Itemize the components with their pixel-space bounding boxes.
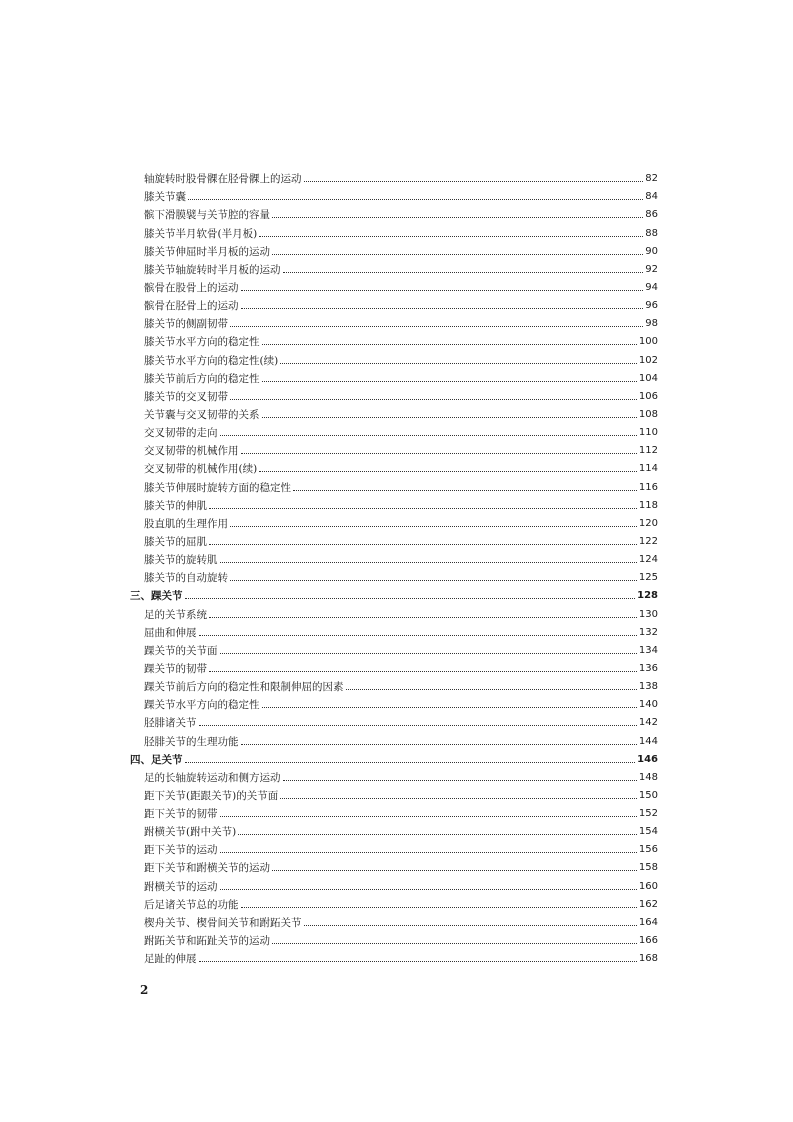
toc-entry (130, 675, 658, 693)
toc-entry-page: 98 (645, 318, 658, 330)
toc-section-heading (130, 748, 658, 766)
dot-leader (241, 744, 637, 745)
dot-leader (280, 363, 637, 364)
dot-leader (272, 254, 643, 255)
toc-entry-page: 120 (638, 517, 658, 529)
toc-entry (130, 294, 658, 312)
toc-entry (130, 766, 658, 784)
dot-leader (199, 725, 637, 726)
toc-entry (130, 439, 658, 457)
toc-entry (130, 566, 658, 584)
toc-entry (130, 838, 658, 856)
toc-entry (130, 693, 658, 711)
dot-leader (304, 181, 644, 182)
toc-entry-title: 足的关节系统 (144, 608, 207, 621)
toc-entry-page: 86 (645, 209, 658, 221)
toc-entry-page: 144 (638, 735, 658, 747)
toc-entry-page: 166 (638, 935, 658, 947)
toc-entry-page: 160 (638, 880, 658, 892)
toc-entry (130, 203, 658, 221)
dot-leader (262, 381, 637, 382)
toc-entry (130, 240, 658, 258)
toc-entry-page: 138 (638, 681, 658, 693)
dot-leader (346, 689, 637, 690)
toc-entry (130, 494, 658, 512)
toc-entry-page: 130 (638, 608, 658, 620)
toc-entry-page: 88 (645, 227, 658, 239)
dot-leader (220, 562, 637, 563)
toc-entry-title: 交叉韧带的机械作用 (144, 445, 239, 458)
toc-entry-page: 118 (638, 499, 658, 511)
dot-leader (185, 762, 636, 763)
toc-entry-title: 踝关节水平方向的稳定性 (144, 699, 260, 712)
toc-entry (130, 947, 658, 965)
table-of-contents (130, 167, 658, 965)
toc-entry-page: 168 (638, 953, 658, 965)
toc-entry-title: 膝关节轴旋转时半月板的运动 (144, 263, 281, 276)
toc-entry (130, 312, 658, 330)
toc-entry (130, 621, 658, 639)
toc-entry (130, 258, 658, 276)
toc-entry-title: 交叉韧带的走向 (144, 427, 218, 440)
dot-leader (199, 635, 637, 636)
toc-entry-title: 胫腓诸关节 (144, 717, 197, 730)
toc-entry-title: 楔舟关节、楔骨间关节和跗跖关节 (144, 916, 302, 929)
page-number: 2 (140, 983, 149, 997)
toc-entry (130, 403, 658, 421)
dot-leader (262, 417, 637, 418)
dot-leader (230, 326, 643, 327)
toc-entry-title: 膝关节囊 (144, 191, 186, 204)
toc-entry-title: 足趾的伸展 (144, 953, 197, 966)
dot-leader (241, 308, 644, 309)
toc-entry-page: 134 (638, 644, 658, 656)
toc-entry (130, 893, 658, 911)
dot-leader (280, 798, 637, 799)
dot-leader (241, 290, 644, 291)
toc-entry-page: 104 (638, 372, 658, 384)
toc-entry-title: 轴旋转时股骨髁在胫骨髁上的运动 (144, 173, 302, 186)
toc-entry (130, 548, 658, 566)
dot-leader (209, 508, 637, 509)
toc-entry-title: 跗跖关节和跖趾关节的运动 (144, 935, 270, 948)
dot-leader (259, 471, 637, 472)
dot-leader (220, 435, 637, 436)
toc-entry-page: 122 (638, 535, 658, 547)
toc-entry (130, 657, 658, 675)
toc-entry (130, 784, 658, 802)
toc-entry-page: 114 (638, 463, 658, 475)
toc-entry (130, 856, 658, 874)
toc-entry-title: 跗横关节(跗中关节) (144, 826, 237, 839)
toc-entry-page: 148 (638, 771, 658, 783)
toc-entry-title: 胫腓关节的生理功能 (144, 735, 239, 748)
toc-entry-page: 112 (638, 445, 658, 457)
dot-leader (272, 870, 637, 871)
toc-entry (130, 385, 658, 403)
toc-entry (130, 639, 658, 657)
toc-entry-title: 踝关节的韧带 (144, 662, 207, 675)
toc-section-heading (130, 584, 658, 602)
toc-entry-title: 髌骨在股骨上的运动 (144, 281, 239, 294)
toc-entry (130, 802, 658, 820)
dot-leader (230, 526, 637, 527)
toc-entry (130, 602, 658, 620)
toc-entry (130, 167, 658, 185)
toc-entry-title: 距下关节的韧带 (144, 808, 218, 821)
dot-leader (230, 580, 637, 581)
toc-entry (130, 221, 658, 239)
dot-leader (283, 272, 644, 273)
toc-entry-page: 158 (638, 862, 658, 874)
dot-leader (188, 199, 643, 200)
toc-entry-page: 150 (638, 789, 658, 801)
dot-leader (283, 780, 637, 781)
dot-leader (262, 707, 637, 708)
toc-entry-page: 164 (638, 916, 658, 928)
toc-entry-title: 踝关节的关节面 (144, 644, 218, 657)
toc-entry-page: 128 (637, 590, 658, 602)
toc-entry-title: 髌骨在胫骨上的运动 (144, 300, 239, 313)
toc-entry-page: 124 (638, 554, 658, 566)
dot-leader (220, 889, 637, 890)
toc-entry-title: 四、足关节 (130, 753, 183, 766)
toc-entry-title: 膝关节水平方向的稳定性 (144, 336, 260, 349)
toc-entry-title: 关节囊与交叉韧带的关系 (144, 408, 260, 421)
toc-entry-page: 90 (645, 245, 658, 257)
dot-leader (304, 925, 637, 926)
dot-leader (293, 490, 637, 491)
toc-entry-page: 154 (638, 826, 658, 838)
toc-entry-title: 距下关节和跗横关节的运动 (144, 862, 270, 875)
toc-entry (130, 512, 658, 530)
dot-leader (272, 217, 643, 218)
toc-entry (130, 711, 658, 729)
toc-entry-title: 膝关节的侧副韧带 (144, 318, 228, 331)
toc-entry-title: 膝关节的伸肌 (144, 499, 207, 512)
toc-entry-page: 106 (638, 390, 658, 402)
toc-entry (130, 475, 658, 493)
toc-entry-title: 三、踝关节 (130, 590, 183, 603)
toc-entry-page: 152 (638, 808, 658, 820)
toc-entry-page: 92 (645, 263, 658, 275)
toc-entry-page: 140 (638, 699, 658, 711)
toc-entry-title: 膝关节水平方向的稳定性(续) (144, 354, 279, 367)
toc-entry-title: 膝关节的旋转肌 (144, 554, 218, 567)
toc-entry (130, 530, 658, 548)
toc-entry (130, 185, 658, 203)
toc-entry (130, 276, 658, 294)
toc-entry-title: 膝关节的交叉韧带 (144, 390, 228, 403)
toc-entry-page: 156 (638, 844, 658, 856)
toc-entry-page: 136 (638, 662, 658, 674)
toc-entry (130, 874, 658, 892)
toc-entry (130, 729, 658, 747)
dot-leader (209, 544, 637, 545)
toc-entry-page: 162 (638, 898, 658, 910)
toc-entry-title: 膝关节伸屈时半月板的运动 (144, 245, 270, 258)
toc-entry-title: 跗横关节的运动 (144, 880, 218, 893)
dot-leader (259, 236, 643, 237)
toc-entry-title: 踝关节前后方向的稳定性和限制伸屈的因素 (144, 681, 344, 694)
dot-leader (220, 653, 637, 654)
dot-leader (209, 671, 637, 672)
dot-leader (220, 852, 637, 853)
toc-entry (130, 929, 658, 947)
dot-leader (209, 617, 637, 618)
toc-entry-title: 膝关节的自动旋转 (144, 572, 228, 585)
toc-entry-title: 足的长轴旋转运动和侧方运动 (144, 771, 281, 784)
dot-leader (185, 598, 636, 599)
toc-entry-page: 142 (638, 717, 658, 729)
toc-entry (130, 457, 658, 475)
toc-entry-title: 膝关节的屈肌 (144, 535, 207, 548)
toc-entry (130, 348, 658, 366)
toc-entry-title: 后足诸关节总的功能 (144, 898, 239, 911)
toc-entry-title: 股直肌的生理作用 (144, 517, 228, 530)
toc-entry (130, 820, 658, 838)
dot-leader (272, 943, 637, 944)
toc-entry-page: 82 (645, 173, 658, 185)
dot-leader (220, 816, 637, 817)
toc-entry-page: 94 (645, 281, 658, 293)
toc-entry-title: 髌下滑膜襞与关节腔的容量 (144, 209, 270, 222)
dot-leader (241, 453, 637, 454)
dot-leader (241, 907, 637, 908)
dot-leader (230, 399, 637, 400)
toc-entry (130, 421, 658, 439)
toc-entry-title: 膝关节伸展时旋转方面的稳定性 (144, 481, 291, 494)
toc-entry-page: 84 (645, 191, 658, 203)
toc-entry-title: 距下关节的运动 (144, 844, 218, 857)
dot-leader (262, 344, 637, 345)
toc-entry-title: 交叉韧带的机械作用(续) (144, 463, 258, 476)
toc-entry-title: 膝关节前后方向的稳定性 (144, 372, 260, 385)
dot-leader (199, 961, 637, 962)
toc-entry-page: 102 (638, 354, 658, 366)
toc-entry (130, 367, 658, 385)
toc-entry-title: 屈曲和伸展 (144, 626, 197, 639)
toc-entry (130, 330, 658, 348)
toc-entry-page: 146 (637, 753, 658, 765)
toc-entry (130, 911, 658, 929)
toc-entry-page: 96 (645, 300, 658, 312)
toc-entry-title: 距下关节(距跟关节)的关节面 (144, 789, 279, 802)
dot-leader (238, 834, 637, 835)
toc-entry-page: 132 (638, 626, 658, 638)
toc-entry-page: 108 (638, 408, 658, 420)
toc-entry-page: 100 (638, 336, 658, 348)
toc-entry-page: 110 (638, 427, 658, 439)
toc-entry-page: 125 (638, 572, 658, 584)
toc-entry-page: 116 (638, 481, 658, 493)
toc-entry-title: 膝关节半月软骨(半月板) (144, 227, 258, 240)
